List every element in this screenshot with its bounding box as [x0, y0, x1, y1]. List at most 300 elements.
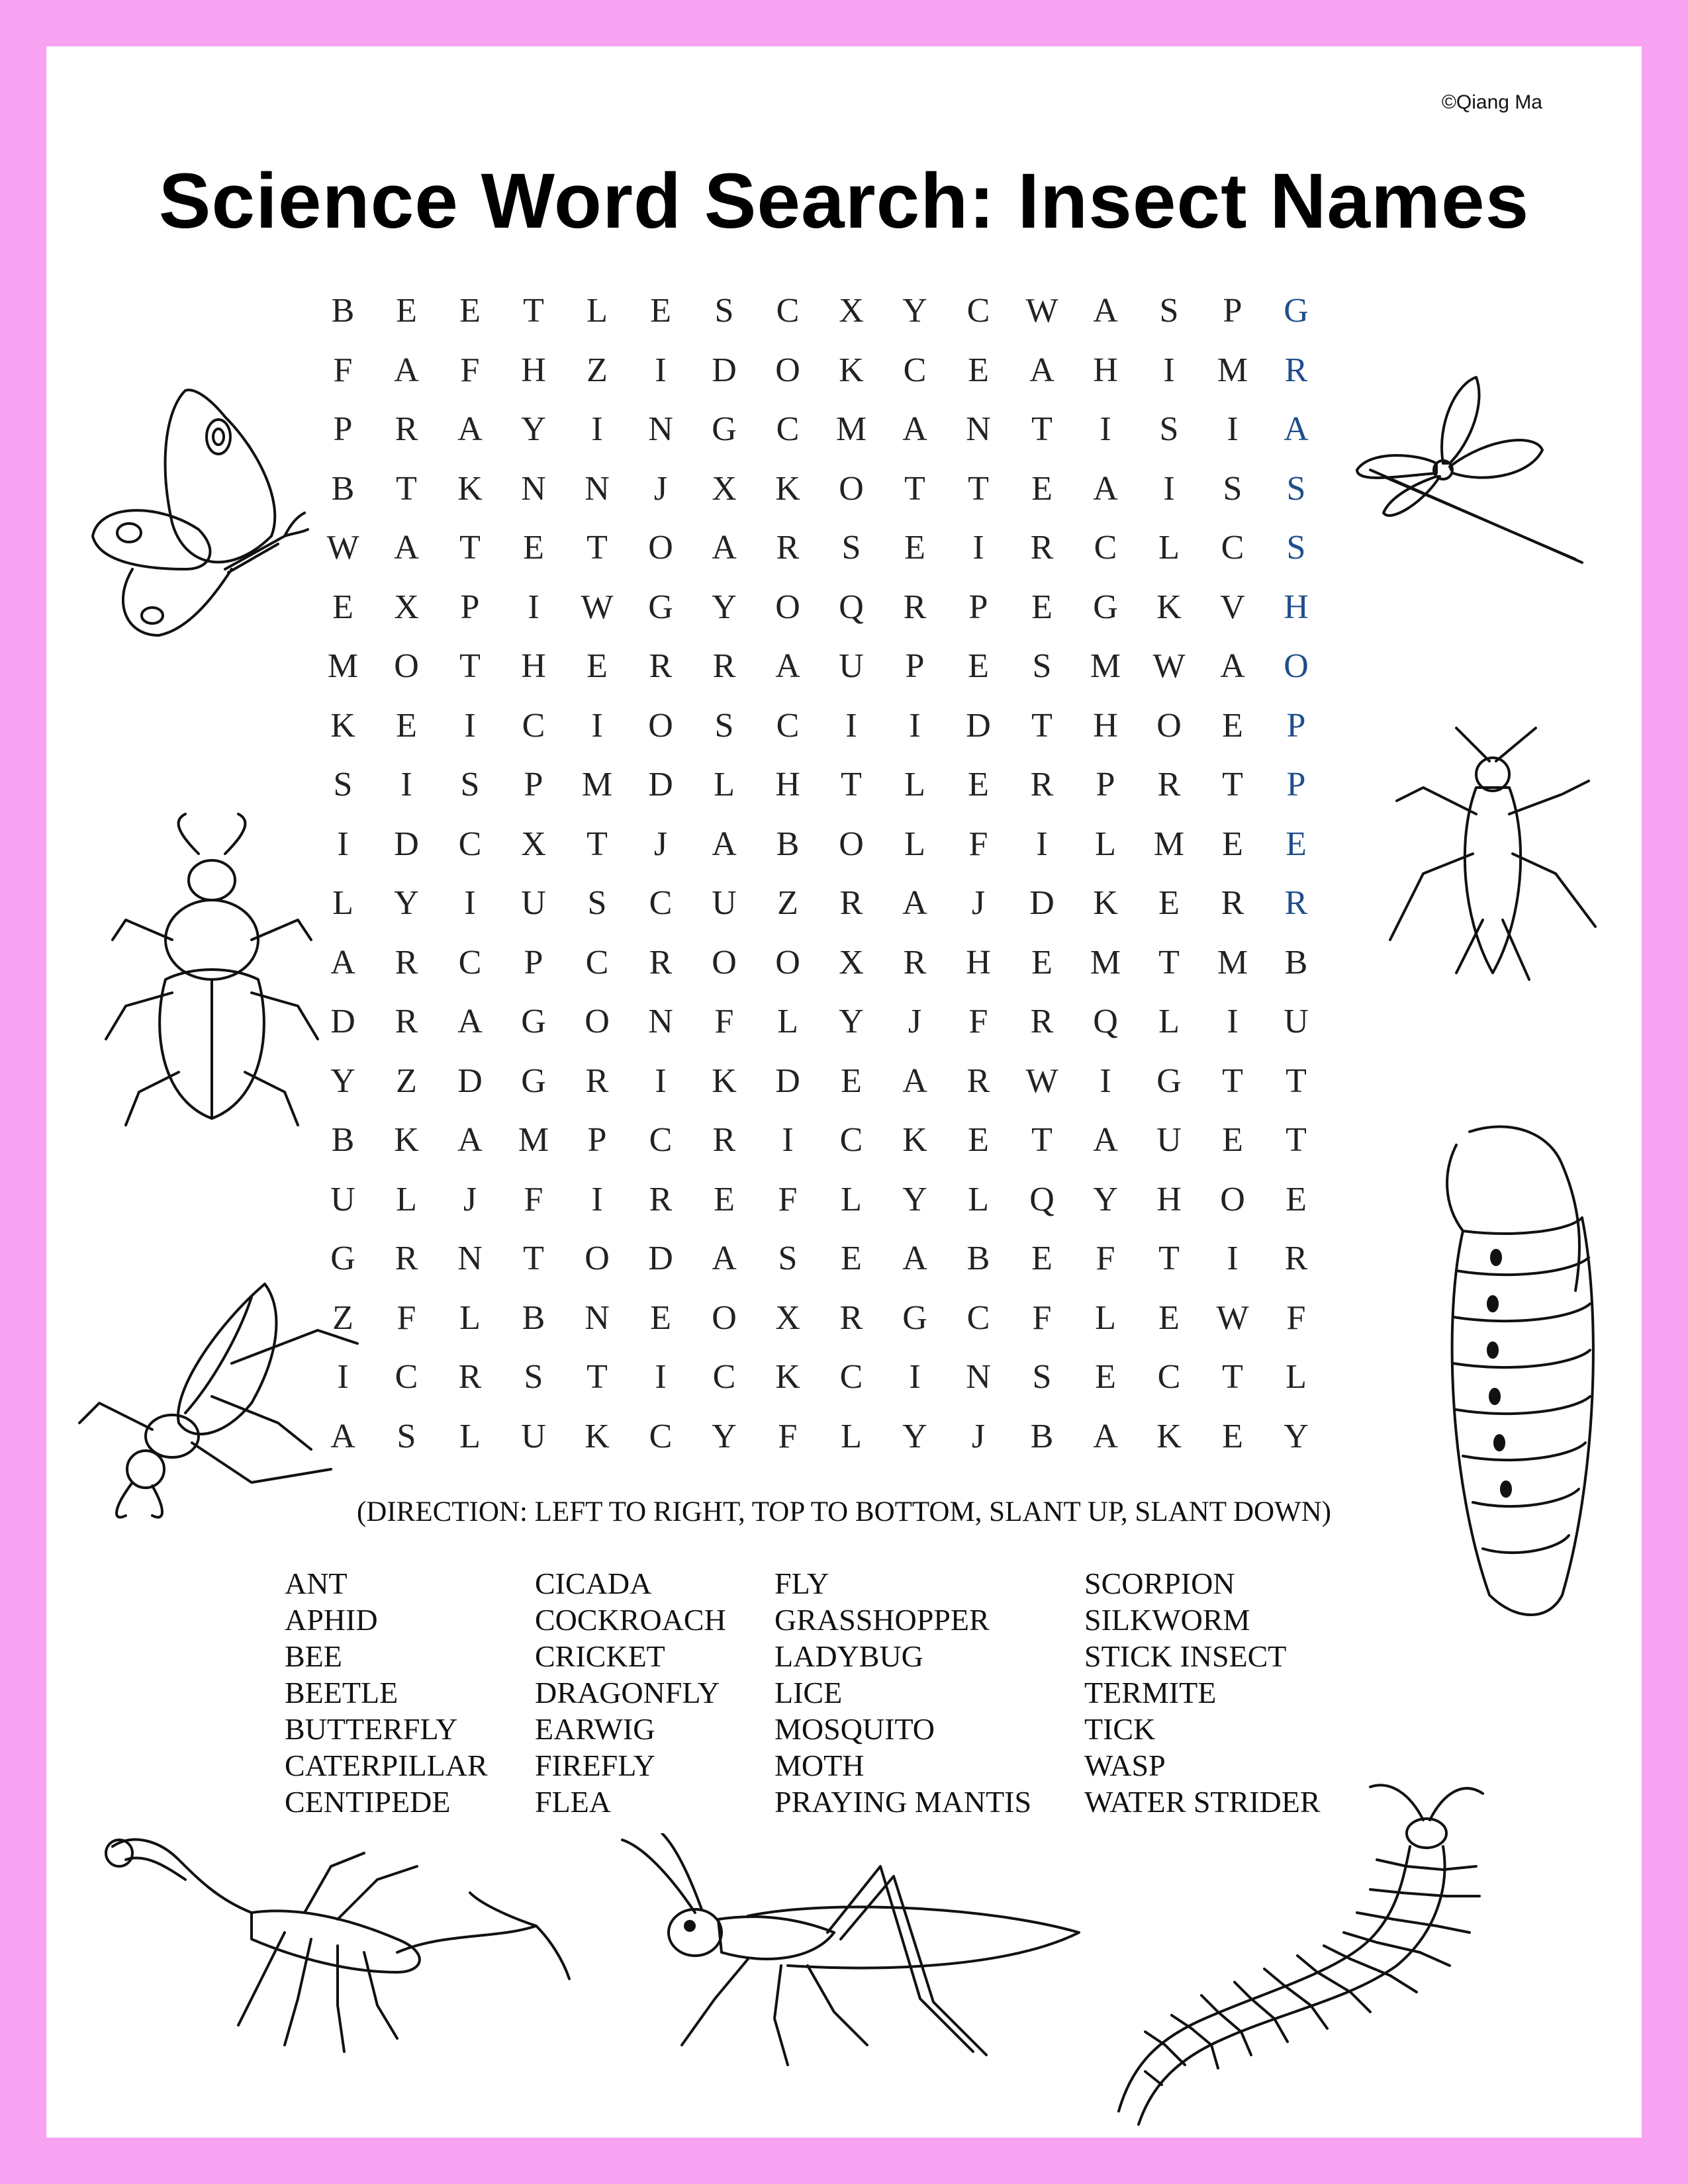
grid-letter: A: [712, 825, 737, 863]
grid-letter: A: [457, 1121, 483, 1160]
grid-letter: D: [330, 1003, 355, 1041]
grid-letter: M: [518, 1121, 549, 1160]
grid-letter: I: [655, 1358, 667, 1396]
grid-letter: B: [331, 1121, 355, 1160]
grid-letter: L: [459, 1417, 481, 1455]
grid-letter: R: [1030, 1003, 1054, 1041]
grid-letter: A: [775, 647, 800, 686]
grid-letter: I: [1100, 410, 1111, 449]
grid-letter: I: [464, 706, 476, 745]
grid-letter: W: [1216, 1298, 1249, 1337]
grid-letter: R: [903, 588, 927, 626]
grid-letter: E: [523, 529, 544, 567]
word-list-item: WASP: [1084, 1749, 1166, 1782]
grid-letter: P: [524, 943, 543, 981]
direction-note: (DIRECTION: LEFT TO RIGHT, TOP TO BOTTOM, SLANT UP, SLANT DOWN): [356, 1496, 1332, 1527]
grid-letter: I: [464, 884, 476, 923]
grid-letter: O: [775, 943, 800, 981]
grid-letter: C: [712, 1358, 736, 1396]
grid-letter: R: [395, 1003, 418, 1041]
caterpillar-illustration: [1417, 1118, 1615, 1628]
grid-letter: G: [902, 1298, 927, 1337]
word-list-item: FLEA: [535, 1785, 611, 1819]
grid-letter: E: [1222, 1417, 1243, 1455]
grid-letter: R: [649, 1180, 673, 1218]
grid-letter: O: [775, 588, 800, 626]
grid-letter: Y: [902, 292, 927, 330]
grid-letter: K: [1093, 884, 1118, 923]
grid-letter: R: [966, 1062, 990, 1100]
grid-letter: T: [1031, 706, 1053, 745]
grid-letter: F: [1032, 1298, 1052, 1337]
grid-letter: R: [712, 647, 736, 686]
grid-letter: P: [524, 766, 543, 804]
grid-letter: M: [1217, 943, 1248, 981]
grid-letter: R: [712, 1121, 736, 1160]
grid-letter: G: [521, 1062, 546, 1100]
word-list-item: WATER STRIDER: [1084, 1785, 1321, 1819]
grid-letter: Y: [839, 1003, 864, 1041]
grid-letter: A: [712, 529, 737, 567]
grid-letter: M: [327, 647, 359, 686]
grid-letter: P: [1286, 706, 1306, 745]
grid-letter: C: [966, 1298, 990, 1337]
grid-letter: I: [782, 1121, 794, 1160]
word-list-item: CRICKET: [535, 1639, 665, 1673]
grid-letter: X: [775, 1298, 800, 1337]
grid-letter: E: [396, 706, 417, 745]
grid-letter: A: [330, 943, 355, 981]
grid-letter: B: [776, 825, 800, 863]
grid-letter: J: [971, 1417, 986, 1455]
grid-letter: R: [839, 1298, 863, 1337]
grid-letter: C: [458, 825, 482, 863]
grid-letter: P: [1223, 292, 1243, 330]
grid-letter: Q: [839, 588, 864, 626]
grid-letter: H: [1093, 706, 1118, 745]
grid-letter: Y: [330, 1062, 355, 1100]
grid-letter: C: [1094, 529, 1117, 567]
grid-letter: L: [841, 1417, 862, 1455]
grid-letter: T: [968, 469, 989, 508]
grid-letter: I: [1163, 469, 1175, 508]
grid-letter: B: [331, 292, 355, 330]
grid-letter: R: [1157, 766, 1181, 804]
grid-letter: E: [968, 647, 989, 686]
grid-letter: Q: [1029, 1180, 1055, 1218]
grid-letter: E: [1031, 1240, 1053, 1278]
word-list-item: ANT: [285, 1567, 348, 1600]
grid-letter: F: [1096, 1240, 1115, 1278]
grid-letter: M: [581, 766, 613, 804]
word-list-column-3: [774, 1565, 1031, 1820]
grid-letter: R: [649, 647, 673, 686]
grid-letter: P: [1096, 766, 1115, 804]
grid-letter: C: [1221, 529, 1244, 567]
grid-letter: C: [649, 1121, 673, 1160]
grid-letter: W: [1152, 647, 1186, 686]
grid-letter: A: [330, 1417, 355, 1455]
grid-letter: Q: [1093, 1003, 1118, 1041]
grid-letter: T: [1158, 1240, 1180, 1278]
copyright-text: ©Qiang Ma: [1441, 91, 1542, 113]
grid-letter: T: [586, 825, 608, 863]
grid-letter: L: [968, 1180, 989, 1218]
grid-letter: N: [521, 469, 546, 508]
grid-letter: F: [460, 351, 480, 389]
grid-letter: N: [648, 410, 673, 449]
grid-letter: T: [459, 647, 481, 686]
word-list-item: TERMITE: [1084, 1676, 1217, 1709]
grid-letter: H: [1156, 1180, 1182, 1218]
grid-letter: O: [585, 1240, 610, 1278]
grid-letter: O: [712, 1298, 737, 1337]
grid-letter: W: [581, 588, 614, 626]
grid-letter: X: [712, 469, 737, 508]
word-search-grid: [311, 281, 1328, 1466]
grid-letter: X: [839, 292, 864, 330]
beetle-illustration: [99, 807, 324, 1152]
aphid-illustration: [1383, 721, 1609, 999]
word-list-item: GRASSHOPPER: [774, 1603, 990, 1637]
grid-letter: G: [648, 588, 673, 626]
grid-letter: X: [839, 943, 864, 981]
word-list-item: DRAGONFLY: [535, 1676, 720, 1709]
grid-letter: U: [712, 884, 737, 923]
grid-letter: I: [1163, 351, 1175, 389]
grid-letter: L: [1158, 529, 1180, 567]
grid-letter: I: [591, 706, 603, 745]
grid-letter: G: [1093, 588, 1118, 626]
grid-letter: E: [714, 1180, 735, 1218]
page-title: Science Word Search: Insect Names: [158, 158, 1530, 245]
grid-letter: G: [1156, 1062, 1182, 1100]
grid-letter: K: [1156, 588, 1182, 626]
grid-letter: O: [1284, 647, 1309, 686]
grid-letter: E: [1031, 469, 1053, 508]
grid-letter: E: [841, 1062, 862, 1100]
grid-letter: H: [1093, 351, 1118, 389]
grid-letter: S: [714, 292, 734, 330]
grid-letter: E: [1158, 1298, 1180, 1337]
grid-letter: I: [528, 588, 539, 626]
grid-letter: D: [648, 766, 673, 804]
grid-letter: W: [1025, 292, 1058, 330]
grid-letter: I: [591, 410, 603, 449]
grid-letter: E: [968, 1121, 989, 1160]
grid-letter: Z: [586, 351, 608, 389]
grid-letter: T: [1286, 1121, 1307, 1160]
grid-letter: I: [655, 351, 667, 389]
grid-letter: S: [397, 1417, 416, 1455]
grid-letter: C: [1157, 1358, 1181, 1396]
grid-letter: I: [1227, 410, 1239, 449]
grid-letter: E: [904, 529, 925, 567]
grid-letter: E: [586, 647, 608, 686]
grid-letter: S: [460, 766, 480, 804]
word-list-item: PRAYING MANTIS: [774, 1785, 1032, 1819]
grid-letter: T: [586, 529, 608, 567]
grid-letter: J: [971, 884, 986, 923]
grid-letter: J: [908, 1003, 922, 1041]
grid-letter: P: [905, 647, 925, 686]
grid-letter: K: [457, 469, 483, 508]
word-list-item: BUTTERFLY: [285, 1712, 458, 1746]
grid-letter: A: [1093, 1417, 1118, 1455]
grid-letter: K: [712, 1062, 737, 1100]
grid-letter: A: [1029, 351, 1055, 389]
grid-letter: L: [714, 766, 735, 804]
grid-letter: I: [400, 766, 412, 804]
word-list-item: APHID: [285, 1603, 378, 1637]
grid-letter: L: [1286, 1358, 1307, 1396]
grid-letter: C: [649, 884, 673, 923]
word-list-column-2: [535, 1565, 726, 1820]
grid-letter: Y: [394, 884, 419, 923]
grid-letter: F: [778, 1180, 798, 1218]
word-list-item: SILKWORM: [1084, 1603, 1250, 1637]
scorpion-illustration: [86, 1827, 583, 2078]
grid-letter: E: [1222, 1121, 1243, 1160]
grid-letter: F: [714, 1003, 734, 1041]
grid-letter: T: [904, 469, 925, 508]
grid-letter: G: [521, 1003, 546, 1041]
grid-letter: K: [775, 469, 800, 508]
grid-letter: D: [966, 706, 991, 745]
grid-letter: G: [330, 1240, 355, 1278]
word-list-item: CENTIPEDE: [285, 1785, 451, 1819]
grid-letter: L: [1095, 1298, 1116, 1337]
grid-letter: R: [585, 1062, 609, 1100]
grid-letter: I: [1227, 1003, 1239, 1041]
grid-letter: I: [972, 529, 984, 567]
grid-letter: A: [1093, 292, 1118, 330]
grid-letter: Y: [902, 1180, 927, 1218]
grid-letter: A: [1284, 410, 1309, 449]
grid-letter: J: [653, 469, 668, 508]
grid-letter: S: [1032, 1358, 1052, 1396]
grid-letter: A: [1220, 647, 1245, 686]
grid-letter: S: [841, 529, 861, 567]
grid-letter: H: [1284, 588, 1309, 626]
grid-letter: R: [458, 1358, 482, 1396]
grid-letter: U: [521, 884, 546, 923]
grid-letter: N: [457, 1240, 483, 1278]
grid-letter: S: [1286, 469, 1306, 508]
grid-letter: S: [333, 766, 353, 804]
grid-letter: R: [776, 529, 800, 567]
grid-letter: B: [966, 1240, 990, 1278]
grid-letter: T: [1286, 1062, 1307, 1100]
grid-letter: K: [330, 706, 355, 745]
centipede-illustration: [1092, 1767, 1516, 2138]
grid-letter: M: [1090, 943, 1121, 981]
grid-letter: S: [1032, 647, 1052, 686]
grid-letter: A: [1093, 1121, 1118, 1160]
grid-letter: N: [966, 1358, 991, 1396]
grid-letter: H: [521, 351, 546, 389]
grid-letter: T: [1222, 1062, 1243, 1100]
grid-letter: E: [1286, 1180, 1307, 1218]
grid-letter: T: [1158, 943, 1180, 981]
grid-letter: A: [902, 884, 927, 923]
grid-letter: R: [1030, 766, 1054, 804]
cockroach-illustration: [66, 1271, 371, 1522]
grid-letter: K: [585, 1417, 610, 1455]
grid-letter: R: [395, 1240, 418, 1278]
grid-letter: S: [714, 706, 734, 745]
grid-letter: T: [1031, 1121, 1053, 1160]
grid-letter: U: [1156, 1121, 1182, 1160]
grid-letter: R: [903, 943, 927, 981]
grid-letter: L: [904, 766, 925, 804]
grid-letter: I: [909, 1358, 921, 1396]
grid-letter: X: [394, 588, 419, 626]
grid-letter: T: [841, 766, 862, 804]
grid-letter: R: [839, 884, 863, 923]
grid-letter: B: [331, 469, 355, 508]
grid-letter: Y: [1284, 1417, 1309, 1455]
grid-letter: L: [459, 1298, 481, 1337]
grid-letter: D: [457, 1062, 483, 1100]
grid-letter: F: [333, 351, 353, 389]
grid-letter: H: [966, 943, 991, 981]
grid-letter: R: [395, 410, 418, 449]
grid-letter: A: [394, 351, 419, 389]
grid-letter: I: [591, 1180, 603, 1218]
word-list-item: MOTH: [774, 1749, 865, 1782]
grid-letter: Y: [712, 1417, 737, 1455]
grid-letter: F: [968, 1003, 988, 1041]
grid-letter: C: [839, 1121, 863, 1160]
grid-letter: C: [649, 1417, 673, 1455]
grid-letter: T: [1031, 410, 1053, 449]
grid-letter: K: [775, 1358, 800, 1396]
grid-letter: O: [648, 529, 673, 567]
grid-letter: T: [523, 1240, 544, 1278]
grid-letter: F: [1286, 1298, 1306, 1337]
grid-letter: A: [712, 1240, 737, 1278]
grid-letter: O: [712, 943, 737, 981]
grid-letter: S: [1223, 469, 1243, 508]
grid-letter: Z: [396, 1062, 417, 1100]
grid-letter: C: [395, 1358, 418, 1396]
grid-letter: S: [1159, 410, 1179, 449]
grid-letter: O: [775, 351, 800, 389]
word-list-item: FLY: [774, 1567, 829, 1600]
grid-letter: T: [1222, 766, 1243, 804]
grid-letter: C: [585, 943, 609, 981]
word-list-item: SCORPION: [1084, 1567, 1235, 1600]
word-list-item: BEETLE: [285, 1676, 399, 1709]
grid-letter: E: [1222, 825, 1243, 863]
word-list-item: COCKROACH: [535, 1603, 726, 1637]
word-list-item: TICK: [1084, 1712, 1156, 1746]
word-list-column-1: [285, 1565, 488, 1820]
grid-letter: B: [1284, 943, 1308, 981]
grid-letter: E: [841, 1240, 862, 1278]
grid-letter: L: [332, 884, 353, 923]
word-list-item: FIREFLY: [535, 1749, 655, 1782]
grid-letter: Y: [1093, 1180, 1118, 1218]
grasshopper-illustration: [616, 1833, 1092, 2071]
grid-letter: L: [1095, 825, 1116, 863]
grid-letter: C: [839, 1358, 863, 1396]
grid-letter: B: [522, 1298, 545, 1337]
grid-letter: N: [648, 1003, 673, 1041]
grid-letter: V: [1220, 588, 1245, 626]
word-list-item: BEE: [285, 1639, 342, 1673]
grid-letter: P: [333, 410, 353, 449]
grid-letter: I: [1227, 1240, 1239, 1278]
grid-letter: I: [1036, 825, 1048, 863]
grid-letter: O: [1220, 1180, 1245, 1218]
grid-letter: K: [394, 1121, 419, 1160]
grid-letter: M: [1153, 825, 1185, 863]
grid-letter: Z: [332, 1298, 353, 1337]
grid-letter: T: [396, 469, 417, 508]
grid-letter: D: [712, 351, 737, 389]
grid-letter: G: [712, 410, 737, 449]
grid-letter: D: [394, 825, 419, 863]
grid-letter: E: [1031, 943, 1053, 981]
grid-letter: L: [1158, 1003, 1180, 1041]
grid-letter: R: [649, 943, 673, 981]
grid-letter: G: [1284, 292, 1309, 330]
grid-letter: E: [650, 292, 671, 330]
grid-letter: N: [585, 469, 610, 508]
grid-letter: R: [1030, 529, 1054, 567]
grid-letter: W: [326, 529, 359, 567]
grid-letter: S: [1159, 292, 1179, 330]
grid-letter: E: [396, 292, 417, 330]
grid-letter: T: [586, 1358, 608, 1396]
grid-letter: R: [1284, 351, 1308, 389]
grid-letter: H: [521, 647, 546, 686]
grid-letter: R: [395, 943, 418, 981]
grid-letter: Y: [521, 410, 546, 449]
grid-letter: H: [775, 766, 800, 804]
grid-letter: A: [457, 410, 483, 449]
grid-letter: J: [463, 1180, 477, 1218]
grid-letter: U: [839, 647, 864, 686]
grid-letter: D: [775, 1062, 800, 1100]
grid-letter: P: [460, 588, 480, 626]
grid-letter: F: [397, 1298, 416, 1337]
grid-letter: I: [909, 706, 921, 745]
grid-letter: N: [966, 410, 991, 449]
grid-letter: L: [777, 1003, 798, 1041]
grid-letter: U: [521, 1417, 546, 1455]
butterfly-illustration: [86, 371, 311, 675]
grid-letter: O: [648, 706, 673, 745]
grid-letter: D: [1029, 884, 1055, 923]
grid-letter: I: [1100, 1062, 1111, 1100]
grid-letter: C: [458, 943, 482, 981]
grid-letter: N: [585, 1298, 610, 1337]
grid-letter: S: [587, 884, 607, 923]
grid-letter: E: [968, 351, 989, 389]
grid-letter: C: [776, 706, 800, 745]
word-list-item: MOSQUITO: [774, 1712, 935, 1746]
grid-letter: T: [459, 529, 481, 567]
word-list-item: LADYBUG: [774, 1639, 923, 1673]
grid-letter: A: [902, 1062, 927, 1100]
grid-letter: L: [841, 1180, 862, 1218]
grid-letter: I: [337, 1358, 349, 1396]
grid-letter: Z: [777, 884, 798, 923]
grid-letter: C: [966, 292, 990, 330]
